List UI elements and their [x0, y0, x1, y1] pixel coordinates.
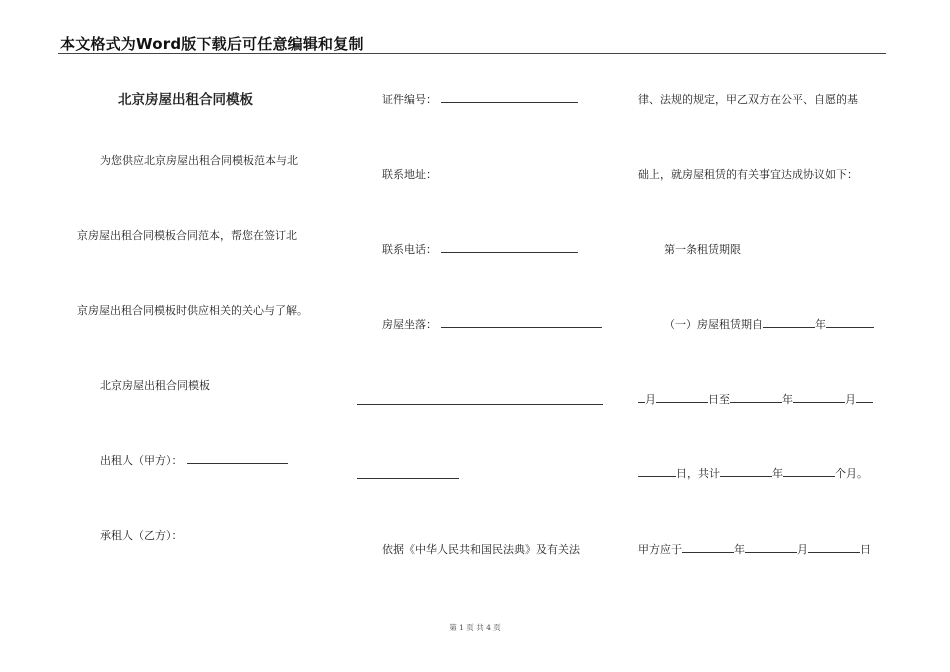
lease-term-line-2	[638, 393, 873, 407]
legal-basis-line: 依据《中华人民共和国民法典》及有关法	[382, 543, 580, 556]
day-to-label: 日至	[708, 393, 730, 406]
pay-year-blank	[682, 543, 734, 553]
pay-day-blank	[808, 543, 860, 553]
article-1-title: 第一条租赁期限	[664, 243, 741, 256]
months-end-label: 个月。	[835, 467, 868, 480]
phone-line	[382, 243, 578, 257]
year-label: 年	[782, 393, 793, 406]
start-year-blank	[763, 318, 815, 328]
start-month-blank	[826, 318, 874, 328]
blank-lead	[638, 393, 645, 403]
location-blank-end	[357, 478, 459, 479]
month-label: 月	[845, 393, 856, 406]
year-label: 年	[734, 543, 745, 556]
year-label: 年	[815, 318, 826, 331]
page-number: 第 1 页 共 4 页	[449, 623, 501, 632]
header-divider	[58, 53, 886, 54]
payment-label: 甲方应于	[638, 543, 682, 556]
lessor-line	[100, 454, 288, 468]
lease-total-line	[638, 467, 868, 481]
contract-subtitle: 北京房屋出租合同模板	[100, 379, 210, 392]
location-line	[382, 318, 602, 332]
id-number-label: 证件编号：	[382, 93, 437, 106]
location-label: 房屋坐落：	[382, 318, 437, 331]
intro-line-1: 为您供应北京房屋出租合同模板范本与北	[100, 154, 298, 167]
id-number-line	[382, 93, 578, 107]
address-label: 联系地址：	[382, 168, 437, 181]
payment-line	[638, 543, 871, 557]
intro-line-3: 京房屋出租合同模板时供应相关的关心与了解。	[77, 304, 308, 317]
phone-blank	[441, 243, 578, 253]
month-label: 月	[797, 543, 808, 556]
location-blank	[441, 318, 602, 328]
lease-term-label: （一）房屋租赁期自	[664, 318, 763, 331]
id-number-blank	[441, 93, 578, 103]
lessee-label: 承租人（乙方）：	[100, 529, 183, 542]
pay-month-blank	[745, 543, 797, 553]
phone-label: 联系电话：	[382, 243, 437, 256]
lessor-blank	[187, 454, 288, 464]
document-header-title: 本文格式为Word版下载后可任意编辑和复制	[60, 35, 364, 53]
day-label: 日	[860, 543, 871, 556]
lease-term-line	[664, 318, 874, 332]
total-month-blank	[783, 467, 835, 477]
intro-line-2: 京房屋出租合同模板合同范本，帮您在签订北	[77, 229, 297, 242]
end-year-blank	[730, 393, 782, 403]
day-blank	[638, 467, 676, 477]
year-label: 年	[772, 467, 783, 480]
law-line-2: 础上，就房屋租赁的有关事宜达成协议如下：	[638, 168, 858, 181]
law-line-1: 律、法规的规定，甲乙双方在公平、自愿的基	[638, 93, 858, 106]
lessor-label: 出租人（甲方）：	[100, 454, 183, 467]
month-label: 月	[645, 393, 656, 406]
day-total-label: 日，共计	[676, 467, 720, 480]
start-day-blank	[656, 393, 708, 403]
end-day-blank	[856, 393, 873, 403]
total-year-blank	[720, 467, 772, 477]
location-blank-continued	[357, 404, 603, 405]
end-month-blank	[793, 393, 845, 403]
contract-title: 北京房屋出租合同模板	[118, 92, 253, 108]
